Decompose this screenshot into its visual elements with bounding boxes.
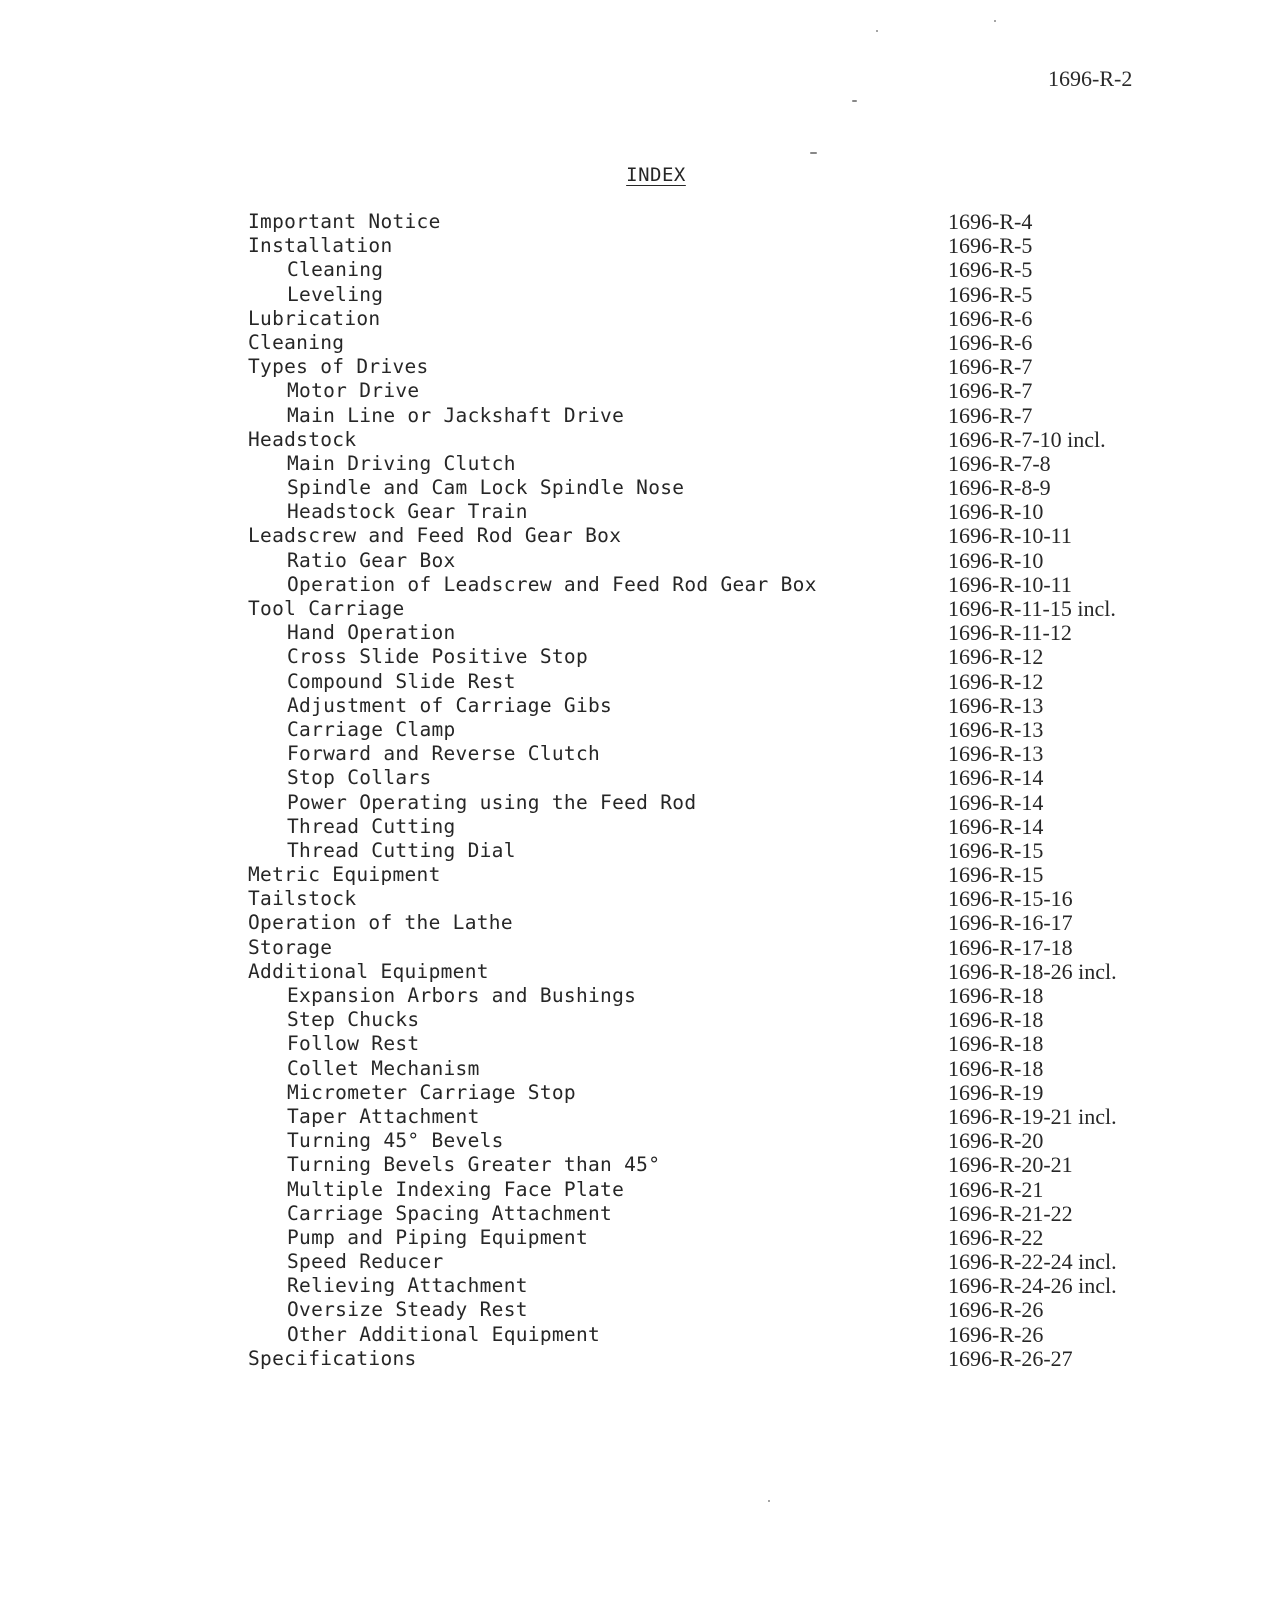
entry-label: Types of Drives: [248, 355, 429, 379]
index-entry: [0, 428, 1272, 452]
entry-label: Pump and Piping Equipment: [287, 1225, 588, 1249]
entry-page-ref: 1696-R-14: [948, 765, 1044, 791]
entry-page-ref: 1696-R-18-26 incl.: [948, 958, 1117, 984]
index-entry: [0, 1129, 1272, 1153]
entry-page-ref: 1696-R-13: [948, 716, 1044, 742]
entry-page-ref: 1696-R-18: [948, 1007, 1044, 1033]
index-entry: [0, 911, 1272, 935]
entry-page-ref: 1696-R-10-11: [948, 571, 1072, 597]
entry-label: Headstock Gear Train: [287, 500, 528, 524]
entry-page-ref: 1696-R-21-22: [948, 1200, 1073, 1226]
entry-page-ref: 1696-R-10-11: [948, 523, 1072, 549]
page-number: 1696-R-2: [1048, 66, 1133, 91]
index-entry: [0, 936, 1272, 960]
entry-page-ref: 1696-R-5: [948, 233, 1033, 259]
entry-label: Thread Cutting: [287, 814, 456, 838]
entry-label: Main Driving Clutch: [287, 451, 516, 475]
index-entry: [0, 1347, 1272, 1371]
entry-page-ref: 1696-R-7: [948, 402, 1033, 428]
entry-page-ref: 1696-R-22-24 incl.: [948, 1249, 1117, 1275]
entry-page-ref: 1696-R-7-8: [948, 450, 1051, 476]
scan-speck: [852, 100, 857, 102]
entry-page-ref: 1696-R-10: [948, 499, 1044, 525]
index-entry: [0, 863, 1272, 887]
entry-label: Headstock: [248, 427, 357, 451]
index-entry: [0, 670, 1272, 694]
entry-page-ref: 1696-R-19-21 incl.: [948, 1103, 1117, 1129]
index-entry: [0, 645, 1272, 669]
index-entry: [0, 210, 1272, 234]
entry-label: Relieving Attachment: [287, 1274, 528, 1298]
entry-page-ref: 1696-R-6: [948, 329, 1033, 355]
index-title-wrap: [0, 164, 1272, 186]
entry-label: Additional Equipment: [248, 959, 489, 983]
index-entry: [0, 258, 1272, 282]
entry-page-ref: 1696-R-26-27: [948, 1345, 1073, 1371]
entry-page-ref: 1696-R-6: [948, 305, 1033, 331]
entry-label: Tool Carriage: [248, 597, 405, 620]
scan-speck: [810, 152, 817, 154]
entry-page-ref: 1696-R-7: [948, 378, 1033, 404]
index-entry: [0, 839, 1272, 863]
entry-page-ref: 1696-R-15: [948, 837, 1044, 863]
entry-label: Multiple Indexing Face Plate: [287, 1177, 625, 1201]
entry-label: Compound Slide Rest: [287, 669, 516, 693]
entry-label: Leadscrew and Feed Rod Gear Box: [248, 524, 622, 548]
entry-label: Cleaning: [287, 258, 384, 282]
entry-page-ref: 1696-R-11-12: [948, 620, 1072, 646]
entry-label: Installation: [248, 234, 393, 258]
entry-page-ref: 1696-R-19: [948, 1079, 1044, 1105]
index-entry: [0, 1153, 1272, 1177]
index-entry: [0, 1226, 1272, 1250]
entry-page-ref: 1696-R-5: [948, 257, 1033, 283]
index-entry: [0, 766, 1272, 790]
entry-label: Power Operating using the Feed Rod: [287, 790, 697, 814]
entry-page-ref: 1696-R-12: [948, 644, 1044, 670]
entry-page-ref: 1696-R-7: [948, 354, 1033, 380]
index-entry: [0, 379, 1272, 403]
index-entry: [0, 815, 1272, 839]
index-entry: [0, 1202, 1272, 1226]
index-entry: [0, 1032, 1272, 1056]
entry-label: Metric Equipment: [248, 863, 441, 887]
entry-page-ref: 1696-R-5: [948, 281, 1033, 307]
index-entry: [0, 404, 1272, 428]
entry-label: Speed Reducer: [287, 1250, 444, 1274]
index-entry: [0, 234, 1272, 258]
index-entry: [0, 597, 1272, 621]
index-entry: [0, 742, 1272, 766]
entry-label: Ratio Gear Box: [287, 548, 456, 572]
scan-speck: [768, 1500, 770, 1502]
entry-page-ref: 1696-R-13: [948, 741, 1044, 767]
index-entry: [0, 1274, 1272, 1298]
entry-label: Turning Bevels Greater than 45°: [287, 1153, 661, 1177]
scan-speck: [876, 30, 878, 32]
index-entry: [0, 573, 1272, 597]
index-entry: [0, 524, 1272, 548]
index-entry: [0, 887, 1272, 911]
index-entry: [0, 1250, 1272, 1274]
index-entry: [0, 1105, 1272, 1129]
entry-label: Thread Cutting Dial: [287, 838, 516, 862]
entry-label: Motor Drive: [287, 379, 420, 403]
index-title: INDEX: [626, 164, 686, 186]
entry-page-ref: 1696-R-12: [948, 668, 1044, 694]
entry-label: Stop Collars: [287, 766, 432, 790]
entry-page-ref: 1696-R-14: [948, 813, 1044, 839]
entry-page-ref: 1696-R-10: [948, 547, 1044, 573]
index-entry: [0, 476, 1272, 500]
entry-page-ref: 1696-R-20-21: [948, 1152, 1073, 1178]
entry-label: Leveling: [287, 282, 384, 306]
entry-label: Cross Slide Positive Stop: [287, 645, 588, 669]
entry-label: Storage: [248, 935, 333, 959]
entry-label: Operation of Leadscrew and Feed Rod Gear Box: [287, 572, 817, 596]
index-entry: [0, 694, 1272, 718]
entry-page-ref: 1696-R-4: [948, 209, 1033, 234]
entry-label: Taper Attachment: [287, 1104, 480, 1128]
entry-label: Important Notice: [248, 210, 441, 233]
entry-label: Carriage Clamp: [287, 717, 456, 741]
entry-page-ref: 1696-R-17-18: [948, 934, 1073, 960]
index-list: [0, 210, 1272, 1371]
entry-page-ref: 1696-R-15-16: [948, 886, 1073, 912]
index-entry: [0, 355, 1272, 379]
entry-page-ref: 1696-R-18: [948, 1031, 1044, 1057]
entry-label: Main Line or Jackshaft Drive: [287, 403, 625, 427]
entry-label: Expansion Arbors and Bushings: [287, 984, 637, 1007]
index-entry: [0, 1008, 1272, 1032]
entry-label: Step Chucks: [287, 1008, 420, 1032]
entry-page-ref: 1696-R-21: [948, 1176, 1044, 1202]
entry-label: Lubrication: [248, 306, 381, 330]
entry-label: Cleaning: [248, 330, 345, 354]
index-entry: [0, 960, 1272, 984]
entry-label: Turning 45° Bevels: [287, 1129, 504, 1153]
entry-label: Spindle and Cam Lock Spindle Nose: [287, 476, 685, 500]
entry-page-ref: 1696-R-22: [948, 1224, 1044, 1250]
entry-page-ref: 1696-R-20: [948, 1128, 1044, 1154]
entry-label: Specifications: [248, 1346, 417, 1370]
entry-page-ref: 1696-R-18: [948, 1055, 1044, 1081]
scan-speck: [994, 20, 996, 22]
entry-label: Follow Rest: [287, 1032, 420, 1056]
entry-label: Tailstock: [248, 887, 357, 911]
entry-label: Collet Mechanism: [287, 1056, 480, 1080]
entry-label: Other Additional Equipment: [287, 1322, 601, 1346]
index-entry: [0, 283, 1272, 307]
index-entry: [0, 331, 1272, 355]
entry-label: Oversize Steady Rest: [287, 1298, 528, 1322]
index-entry: [0, 500, 1272, 524]
entry-page-ref: 1696-R-26: [948, 1297, 1044, 1323]
index-entry: [0, 718, 1272, 742]
entry-page-ref: 1696-R-26: [948, 1321, 1044, 1347]
entry-page-ref: 1696-R-8-9: [948, 475, 1051, 501]
entry-label: Adjustment of Carriage Gibs: [287, 693, 613, 717]
index-entry: [0, 549, 1272, 573]
entry-page-ref: 1696-R-15: [948, 862, 1044, 888]
entry-page-ref: 1696-R-11-15 incl.: [948, 596, 1116, 621]
index-entry: [0, 984, 1272, 1008]
entry-label: Micrometer Carriage Stop: [287, 1080, 576, 1104]
entry-label: Operation of the Lathe: [248, 911, 513, 935]
entry-page-ref: 1696-R-7-10 incl.: [948, 426, 1106, 452]
entry-page-ref: 1696-R-24-26 incl.: [948, 1273, 1117, 1299]
index-entry: [0, 791, 1272, 815]
index-entry: [0, 621, 1272, 645]
index-entry: [0, 1298, 1272, 1322]
index-entry: [0, 1323, 1272, 1347]
entry-page-ref: 1696-R-13: [948, 692, 1044, 718]
entry-label: Forward and Reverse Clutch: [287, 742, 601, 766]
entry-label: Carriage Spacing Attachment: [287, 1201, 613, 1225]
index-entry: [0, 1178, 1272, 1202]
entry-label: Hand Operation: [287, 621, 456, 645]
index-entry: [0, 307, 1272, 331]
index-entry: [0, 452, 1272, 476]
entry-page-ref: 1696-R-16-17: [948, 910, 1073, 936]
entry-page-ref: 1696-R-18: [948, 983, 1044, 1008]
entry-page-ref: 1696-R-14: [948, 789, 1044, 815]
index-entry: [0, 1057, 1272, 1081]
index-entry: [0, 1081, 1272, 1105]
